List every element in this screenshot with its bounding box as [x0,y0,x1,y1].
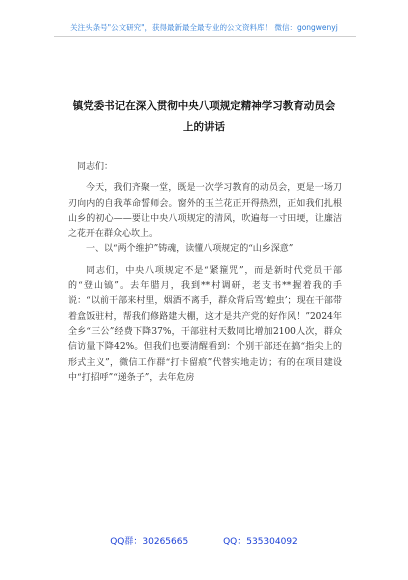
document-body [68,160,342,386]
document-title: 镇党委书记在深入贯彻中央八项规定精神学习教育动员会 [72,100,336,112]
footer-qq: QQ：535304092 [223,537,298,547]
section-heading-1: 一、以“两个维护”铸魂，读懂八项规定的“山乡深意” [86,244,294,255]
header-divider [54,36,356,37]
salutation: 同志们： [77,162,114,172]
paragraph-opening: 今天，我们齐聚一堂，既是一次学习教育的动员会，更是一场刀刃向内的自我革命誓师会。窗外的玉兰花正开得热烈，正如我们扎根山乡的初心——要让中央八项规定的清风，吹遍每一寸田埂，让廉洁之花开在群众心坎上。 [68,183,342,240]
footer-qq-group: QQ群：30265665 [110,537,189,547]
document-title-continued: 上的讲话 [183,121,225,133]
paragraph-section-1: 同志们，中央八项规定不是“紧箍咒”，而是新时代党员干部的“登山镐”。去年腊月，我到**村调研，老支书**握着我的手说：“以前干部来村里，烟酒不离手，群众背后骂‘蝗虫’；现在干部带着盒饭驻村，帮我们修路建大棚，这才是共产党的好作风！”2024年全乡“三公”经费下降37%，干部驻村天数同比增加2100人次，群众信访量下降42%。但我们也要清醒看到：个别干部还在搞“指尖上的形式主义”，微信工作群“打卡留痕”代替实地走访；有的在项目建设中“打招呼”“递条子”，去年危房 [68,265,342,383]
header-note: 关注头条号"公文研究"，获得最新最全最专业的公文资料库！ 微信：gongwenyj [70,23,338,32]
footer-contact [0,534,408,547]
